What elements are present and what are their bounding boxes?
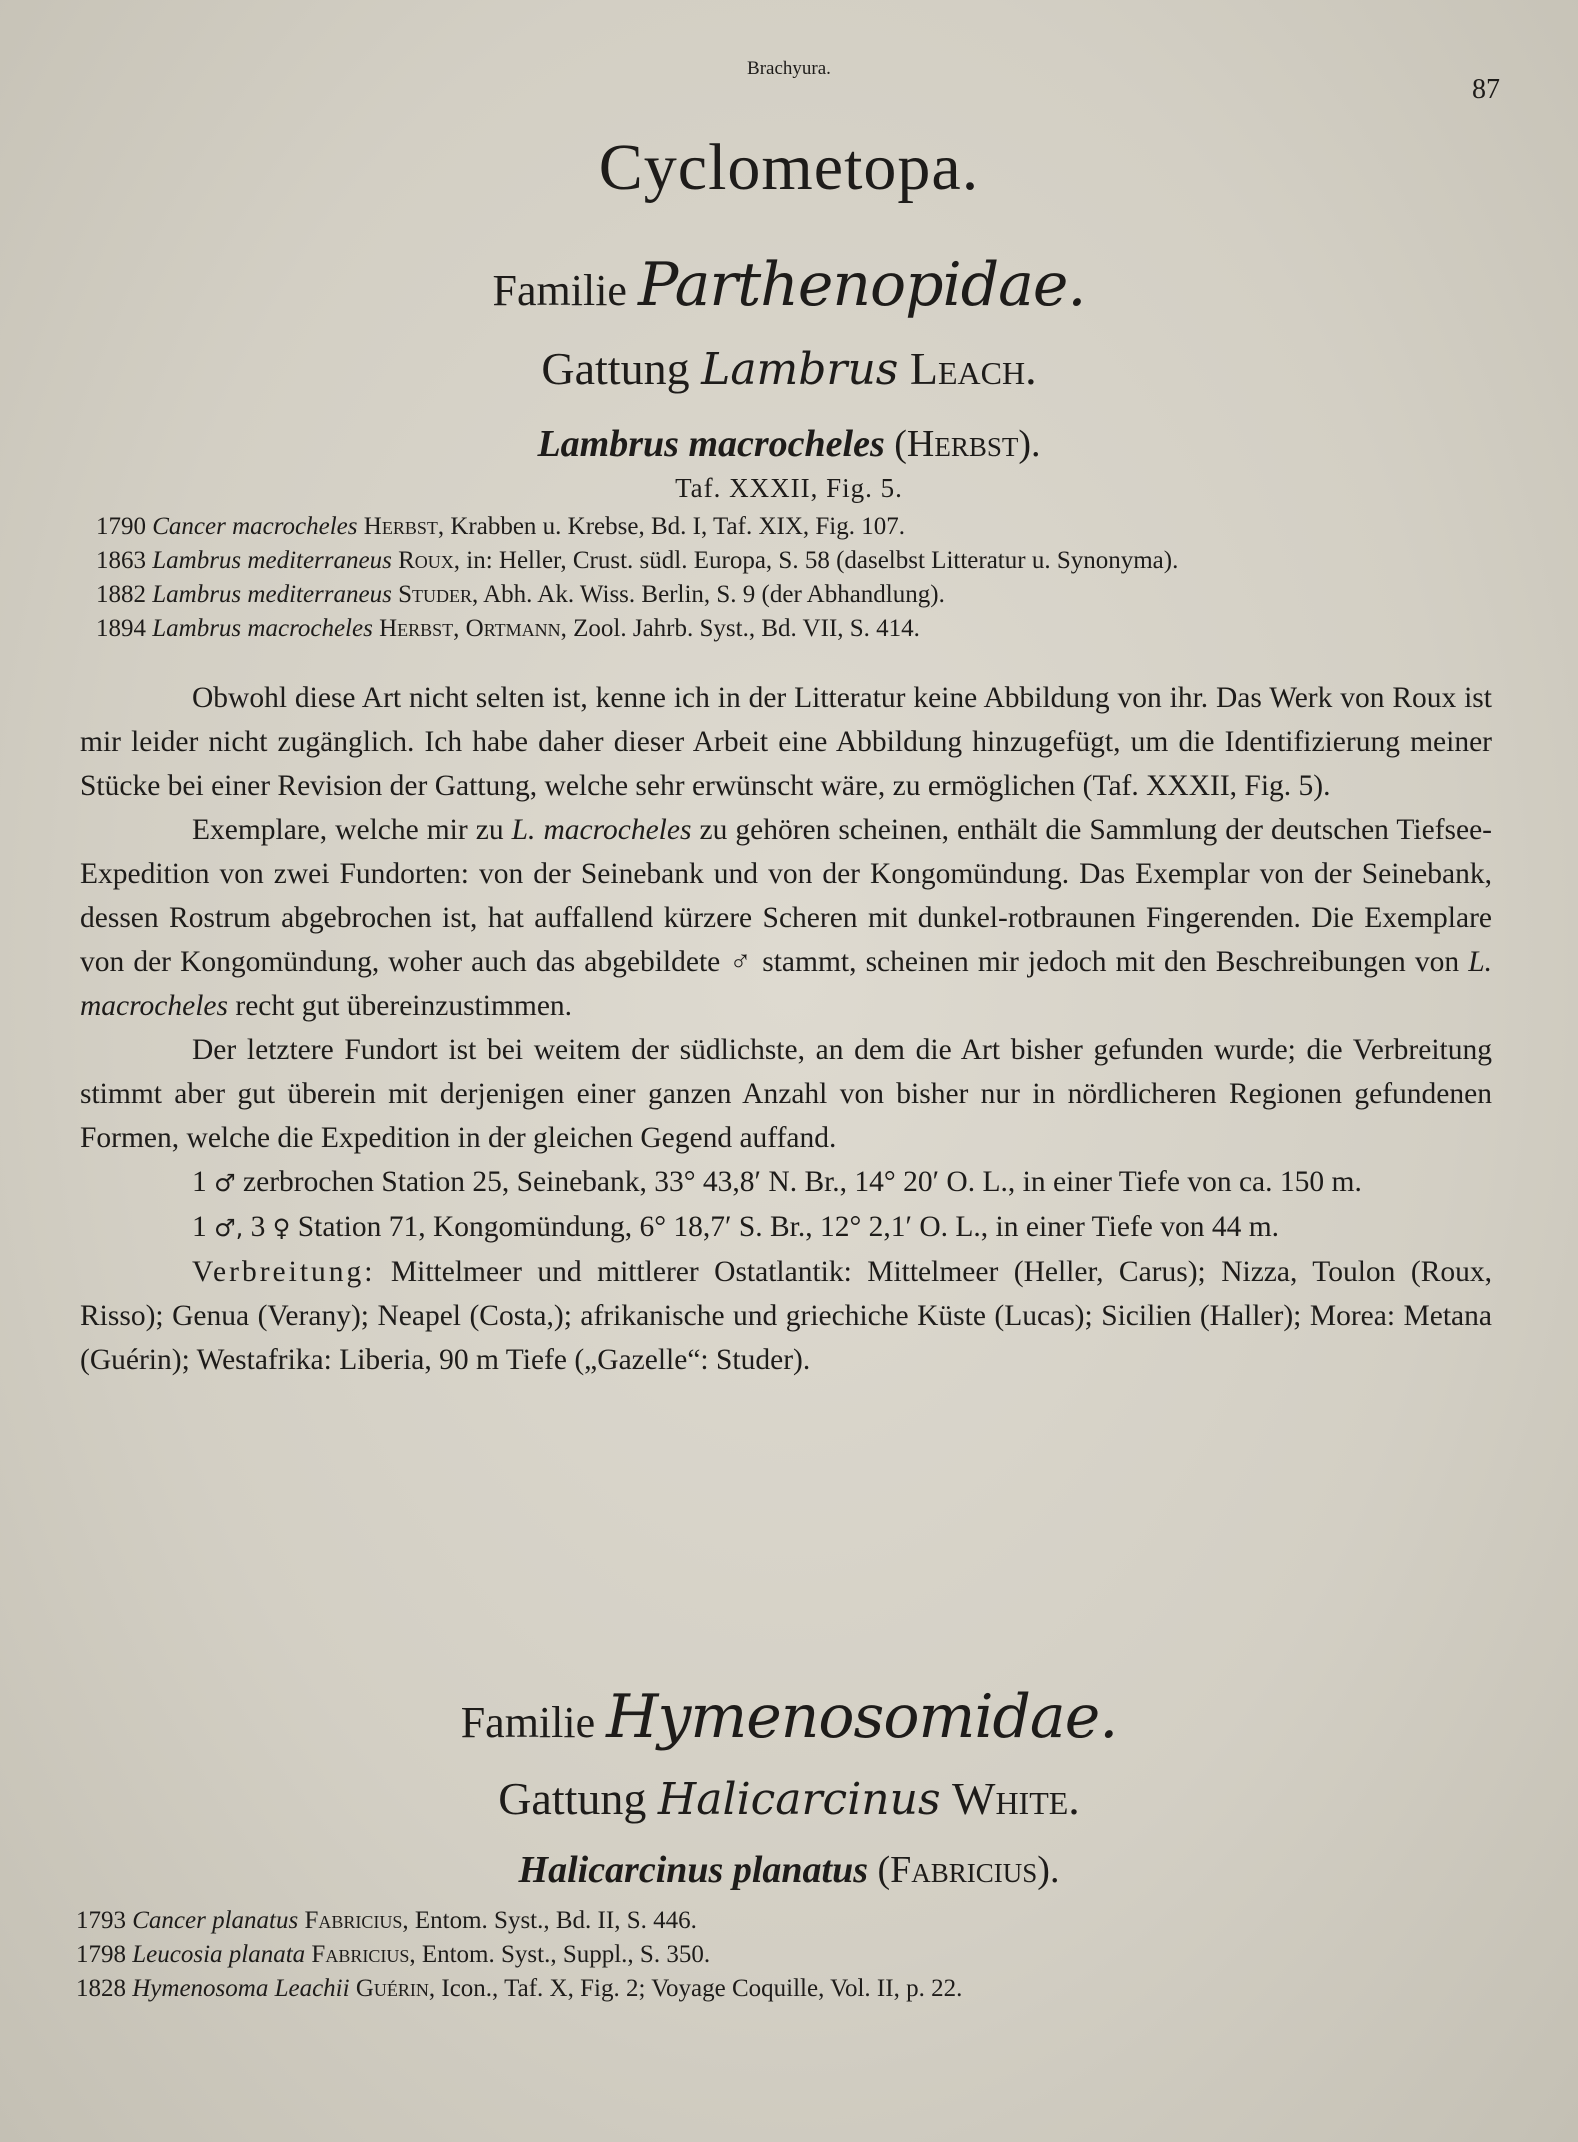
material-entry: 1 ♂, 3 ♀ Station 71, Kongomündung, 6° 18,7′ S. Br., 12° 2,1′ O. L., in einer Tiefe von 44 m. xyxy=(192,1211,1280,1243)
distribution-label: Verbreitung: xyxy=(192,1256,376,1288)
male-symbol: ♂, xyxy=(214,1214,244,1242)
paragraph: Obwohl diese Art nicht selten ist, kenne ich in der Litteratur keine Abbildung von ihr. Das Werk von Roux ist mir leider nicht zugänglich. Ich habe daher dieser Arbeit eine Abbildung hinzugefügt, um die Identifizierung meiner Stücke bei einer Revision der Gattung, welche sehr erwünscht wäre, zu ermöglichen (Taf. XXXII, Fig. 5). xyxy=(80,682,1492,802)
family-prefix: Familie xyxy=(492,266,627,315)
genus-prefix: Gattung xyxy=(498,1773,647,1824)
section-title: Cyclometopa. xyxy=(598,131,980,204)
species-name: Lambrus macrocheles xyxy=(537,423,885,465)
family-prefix: Familie xyxy=(460,1698,596,1747)
species-author: (Herbst). xyxy=(894,423,1041,465)
paragraph: Der letztere Fundort ist bei weitem der südlichste, an dem die Art bisher gefunden wurde; die Verbreitung stimmt aber gut überein mit derjenigen einer ganzen Anzahl von bisher nur in nördlicheren Regionen gefundenen Formen, welche die Expedition in der gleichen Gegend auffand. xyxy=(80,1034,1492,1154)
paragraph: Exemplare, welche mir zu L. macrocheles zu gehören scheinen, enthält die Sammlung der deutschen Tiefsee-Expedition von zwei Fundorten: von der Seinebank und von der Kongomündung. Das Exemplar von der Seinebank, dessen Rostrum abgebrochen ist, hat auffallend kürzere Scheren mit dunkel-rotbraunen Fingerenden. Die Exemplare von der Kongomündung, woher auch das abgebildete ♂ stammt, scheinen mir jedoch mit den Beschreibungen von L. macrocheles recht gut übereinzustimmen. xyxy=(80,814,1493,1022)
species-heading-lambrus-macrocheles xyxy=(0,422,1578,466)
page-number: 87 xyxy=(1472,74,1500,105)
genus-author: White. xyxy=(952,1773,1080,1824)
male-symbol: ♂ xyxy=(214,1169,236,1197)
genus-prefix: Gattung xyxy=(541,343,690,394)
synonymy-entry: 1894 Lambrus macrocheles Herbst, Ortmann, Zool. Jahrb. Syst., Bd. VII, S. 414. xyxy=(96,615,920,642)
species-name: Halicarcinus planatus xyxy=(518,1849,868,1891)
genus-name: Lambrus xyxy=(701,344,899,395)
synonymy-entry: 1882 Lambrus mediterraneus Studer, Abh. Ak. Wiss. Berlin, S. 9 (der Abhandlung). xyxy=(96,581,945,608)
species-heading-halicarcinus-planatus xyxy=(0,1848,1578,1892)
genus-heading-halicarcinus xyxy=(0,1772,1578,1825)
distribution-paragraph: Verbreitung: Mittelmeer und mittlerer Ostatlantik: Mittelmeer (Heller, Carus); Nizza, Toulon (Roux, Risso); Genua (Verany); Neapel (Costa,); afrikanische und griechiche Küste (Lucas); Sicilien (Haller); Morea: Metana (Guérin); Westafrika: Liberia, 90 m Tiefe („Gazelle“: Studer). xyxy=(80,1256,1492,1376)
female-symbol: ♀ xyxy=(272,1214,291,1242)
material-entry: 1 ♂ zerbrochen Station 25, Seinebank, 33° 43,8′ N. Br., 14° 20′ O. L., in einer Tiefe von ca. 150 m. xyxy=(192,1166,1362,1198)
synonymy-entry: 1863 Lambrus mediterraneus Roux, in: Heller, Crust. südl. Europa, S. 58 (daselbst Litteratur u. Synonyma). xyxy=(96,547,1179,574)
genus-author: Leach. xyxy=(909,343,1037,394)
synonymy-entry: 1790 Cancer macrocheles Herbst, Krabben u. Krebse, Bd. I, Taf. XIX, Fig. 107. xyxy=(96,513,905,540)
running-head: Brachyura. xyxy=(747,58,831,79)
family-name: Parthenopidae. xyxy=(637,250,1086,320)
family-heading-parthenopidae xyxy=(0,250,1578,320)
genus-name: Halicarcinus xyxy=(657,1774,941,1825)
plate-reference: Taf. XXXII, Fig. 5. xyxy=(675,473,903,503)
species-description-body xyxy=(80,676,1492,1382)
synonymy-list-lambrus xyxy=(96,510,1178,646)
genus-heading-lambrus xyxy=(0,342,1578,395)
synonymy-entry: 1798 Leucosia planata Fabricius, Entom. Syst., Suppl., S. 350. xyxy=(76,1941,711,1968)
synonymy-list-halicarcinus xyxy=(76,1904,962,2006)
species-author: (Fabricius). xyxy=(877,1849,1060,1891)
family-heading-hymenosomidae xyxy=(0,1682,1578,1752)
synonymy-entry: 1793 Cancer planatus Fabricius, Entom. Syst., Bd. II, S. 446. xyxy=(76,1907,697,1934)
family-name: Hymenosomidae. xyxy=(606,1682,1118,1752)
synonymy-entry: 1828 Hymenosoma Leachii Guérin, Icon., Taf. X, Fig. 2; Voyage Coquille, Vol. II, p. 22. xyxy=(76,1975,963,2002)
